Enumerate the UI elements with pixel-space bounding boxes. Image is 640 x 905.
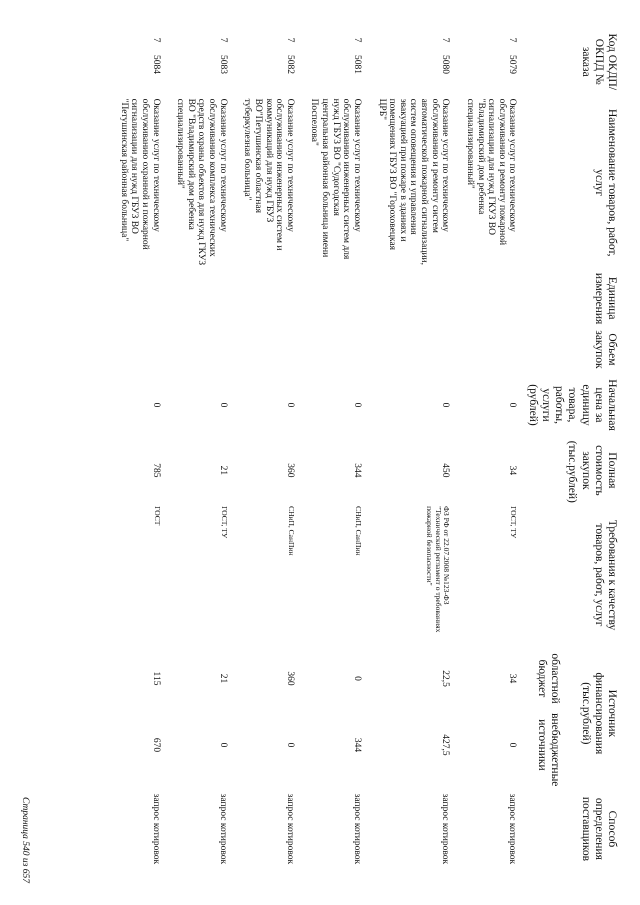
header-method: Способ определения поставщиков: [579, 796, 618, 862]
table-header: [523, 28, 620, 878]
row-regional-budget: 0: [351, 676, 362, 681]
header-requirements: Требования к качеству товаров, работ, услуг: [592, 519, 618, 631]
row-name: Оказание услуг по техническому обслуживанию инженерных систем для нужд ГБУЗ ВО "Судогодская центральная районная больница имени Поспелова": [309, 98, 362, 260]
row-code: 7: [150, 37, 161, 43]
row-name: Оказание услуг по техническому обслуживанию и ремонту систем автоматической пожарной сигнализации, систем оповещения и управления эвакуацией при пожаре в зданиях и помещениях ГБУЗ ВО "Гороховецкая ЦРБ": [376, 98, 451, 265]
row-requirements: ГОСТ, ТУ: [509, 506, 519, 539]
row-order-number: 5080: [440, 54, 451, 74]
row-total-cost: 360: [284, 463, 295, 478]
row-method: запрос котировок: [507, 793, 518, 865]
row-extrabudget: 0: [284, 742, 295, 748]
table-body: [110, 28, 523, 878]
header-code: Код ОКДП/ ОКПД № заказа: [579, 33, 618, 91]
table-row: [368, 28, 456, 878]
row-unit-price: 0: [351, 402, 362, 408]
row-unit: [368, 270, 456, 327]
row-method: запрос котировок: [284, 793, 295, 865]
row-requirements: ФЗ РФ от 22.07.2008 №123-ФЗ "Технический регламент о требованиях пожарной безопасности": [425, 506, 452, 633]
table-row: [167, 28, 234, 878]
row-unit-price: 0: [150, 402, 161, 408]
row-name: Оказание услуг по техническому обслуживанию инженерных систем и коммуникаций для нужд ГБУЗ ВО"Петушинская областная туберкулезная больница": [242, 98, 295, 251]
row-extrabudget: 0: [507, 742, 518, 748]
row-requirements: ГОСТ, ТУ: [219, 506, 229, 539]
row-extrabudget: 670: [150, 737, 161, 753]
row-regional-budget: 115: [150, 671, 161, 686]
row-order-number: 5081: [351, 54, 362, 74]
row-unit: [301, 270, 368, 327]
row-extrabudget: 344: [351, 737, 362, 753]
row-total-cost: 450: [440, 463, 451, 478]
row-volume: [368, 327, 456, 373]
row-code: 7: [440, 37, 451, 43]
row-method: запрос котировок: [351, 793, 362, 865]
row-unit-price: 0: [507, 402, 518, 408]
table-row: [301, 28, 368, 878]
row-unit: [110, 270, 167, 327]
header-volume: Объем закупок: [592, 330, 618, 369]
row-name: Оказание услуг по техническому обслуживанию и ремонту пожарной сигнализации для нужд ГКУЗ ВО "Владимирский дом ребенка специализированный": [464, 98, 518, 246]
row-unit-price: 0: [284, 402, 295, 408]
header-regional-budget: областной бюджет: [535, 653, 562, 704]
row-requirements: ГОСТ: [152, 506, 162, 526]
row-volume: [110, 327, 167, 373]
row-total-cost: 34: [507, 465, 518, 476]
row-regional-budget: 21: [217, 673, 228, 684]
row-unit-price: 0: [217, 402, 228, 408]
row-total-cost: 21: [217, 465, 228, 476]
row-volume: [234, 327, 301, 373]
row-order-number: 5079: [507, 54, 518, 74]
header-price: Начальная цена за единицу товара, работы, услуги (рублей): [526, 379, 618, 431]
row-requirements: СНиП, СанПин: [353, 506, 363, 556]
row-total-cost: 785: [150, 463, 161, 478]
row-method: запрос котировок: [217, 793, 228, 865]
row-unit: [234, 270, 301, 327]
row-extrabudget: 0: [217, 742, 228, 748]
row-requirements: СНиП, СанПин: [286, 506, 296, 556]
row-regional-budget: 34: [507, 673, 518, 684]
page-number: Страница 540 из 657: [20, 797, 30, 883]
row-name: Оказание услуг по техническому обслуживанию охранной и пожарной сигнализации для нужд ГБУЗ ВО "Петушинская районная больница": [118, 98, 161, 250]
row-code: 7: [217, 37, 228, 43]
procurement-table: [110, 28, 620, 878]
row-volume: [456, 327, 523, 373]
row-unit: [167, 270, 234, 327]
header-name: Наименование товаров, работ, услуг: [592, 108, 618, 257]
row-volume: [167, 327, 234, 373]
header-funding: Источник финансирования (тыс.рублей): [579, 672, 618, 755]
header-extrabudget: внебюджетные источники: [535, 713, 562, 787]
row-method: запрос котировок: [150, 793, 161, 865]
table-row: [234, 28, 301, 878]
header-unit: Единица измерения: [592, 272, 618, 325]
row-unit: [456, 270, 523, 327]
row-method: запрос котировок: [440, 793, 451, 865]
row-order-number: 5084: [150, 54, 161, 74]
row-unit-price: 0: [440, 402, 451, 408]
header-total: Полная стоимость закупок (тыс.рублей): [566, 440, 618, 503]
row-regional-budget: 22,5: [440, 670, 451, 687]
row-order-number: 5083: [217, 54, 228, 74]
row-code: 7: [284, 37, 295, 43]
row-order-number: 5082: [284, 54, 295, 74]
row-name: Оказание услуг по техническому обслуживанию комплекса технических средств охраны объектов для нужд ГКУЗ ВО "Владимирский дом ребенка специализированный": [175, 98, 228, 266]
row-extrabudget: 427,5: [440, 734, 451, 756]
row-volume: [301, 327, 368, 373]
row-regional-budget: 360: [284, 671, 295, 686]
row-code: 7: [351, 37, 362, 43]
row-code: 7: [507, 37, 518, 43]
table-row: [456, 28, 523, 878]
table-row: [110, 28, 167, 878]
row-total-cost: 344: [351, 463, 362, 478]
